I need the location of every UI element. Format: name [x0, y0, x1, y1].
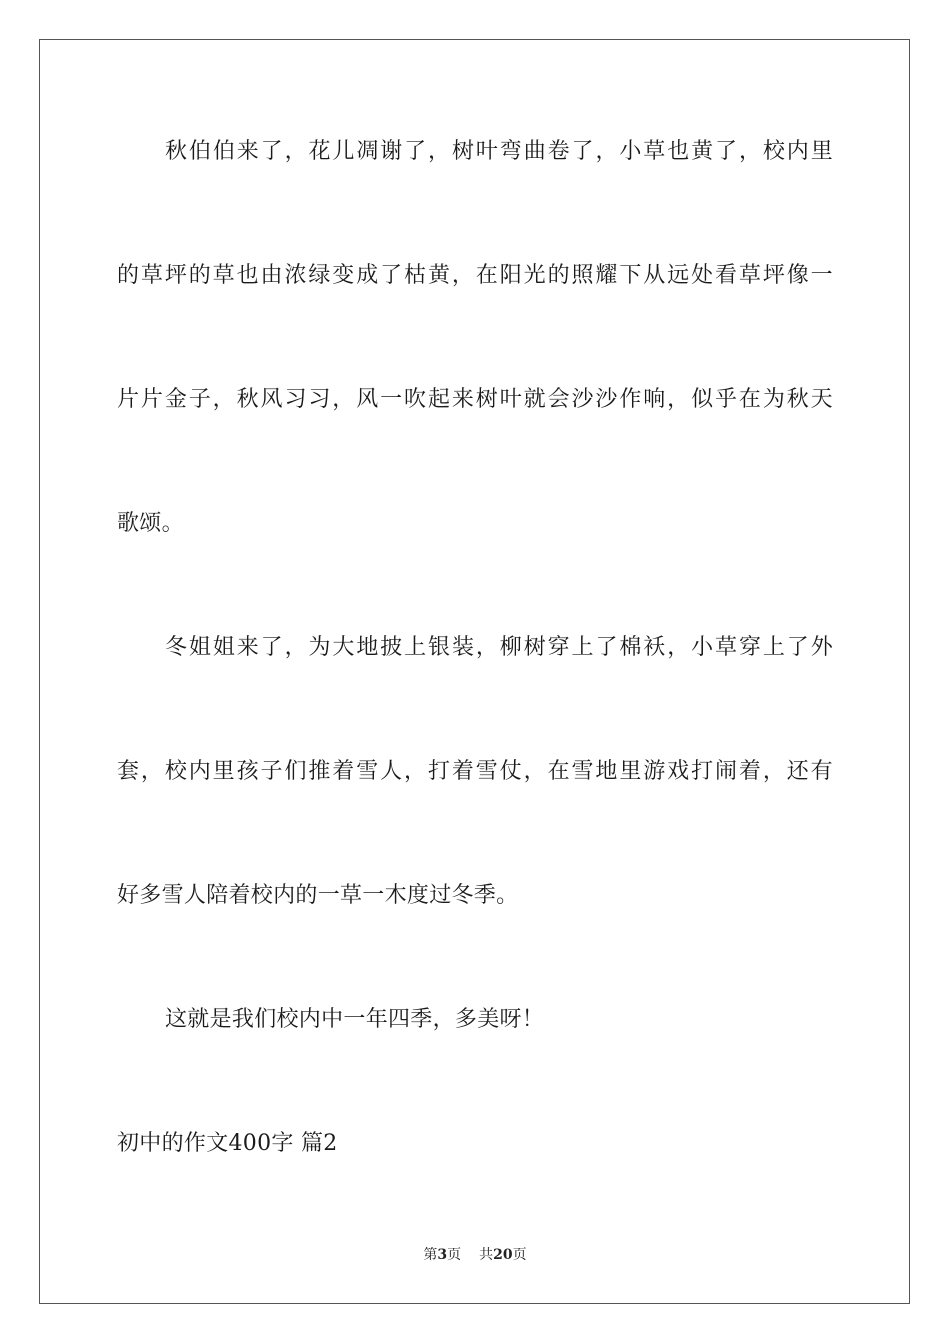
section-heading: 初中的作文400字 篇2	[117, 1131, 338, 1156]
footer-page-prefix: 第	[423, 1247, 438, 1263]
footer-page-unit: 页	[447, 1247, 462, 1263]
footer-total-prefix: 共	[479, 1247, 494, 1263]
footer-page-current: 3	[437, 1247, 448, 1263]
text-line-2: 的草坪的草也由浓绿变成了枯黄，在阳光的照耀下从远处看草坪像一	[117, 263, 833, 288]
text-line-7: 好多雪人陪着校内的一草一木度过冬季。	[117, 883, 519, 908]
text-line-3: 片片金子，秋风习习，风一吹起来树叶就会沙沙作响，似乎在为秋天	[117, 387, 833, 412]
text-line-5: 冬姐姐来了，为大地披上银装，柳树穿上了棉袄，小草穿上了外	[165, 635, 833, 660]
footer-total-unit: 页	[512, 1247, 527, 1263]
text-line-6: 套，校内里孩子们推着雪人，打着雪仗，在雪地里游戏打闹着，还有	[117, 759, 833, 784]
page-border	[39, 39, 910, 1304]
text-line-4: 歌颂。	[117, 511, 184, 536]
text-line-8: 这就是我们校内中一年四季，多美呀！	[165, 1007, 545, 1032]
page-footer	[0, 1246, 950, 1264]
footer-page-total: 20	[493, 1247, 513, 1263]
text-line-1: 秋伯伯来了，花儿凋谢了，树叶弯曲卷了，小草也黄了，校内里	[165, 139, 833, 164]
